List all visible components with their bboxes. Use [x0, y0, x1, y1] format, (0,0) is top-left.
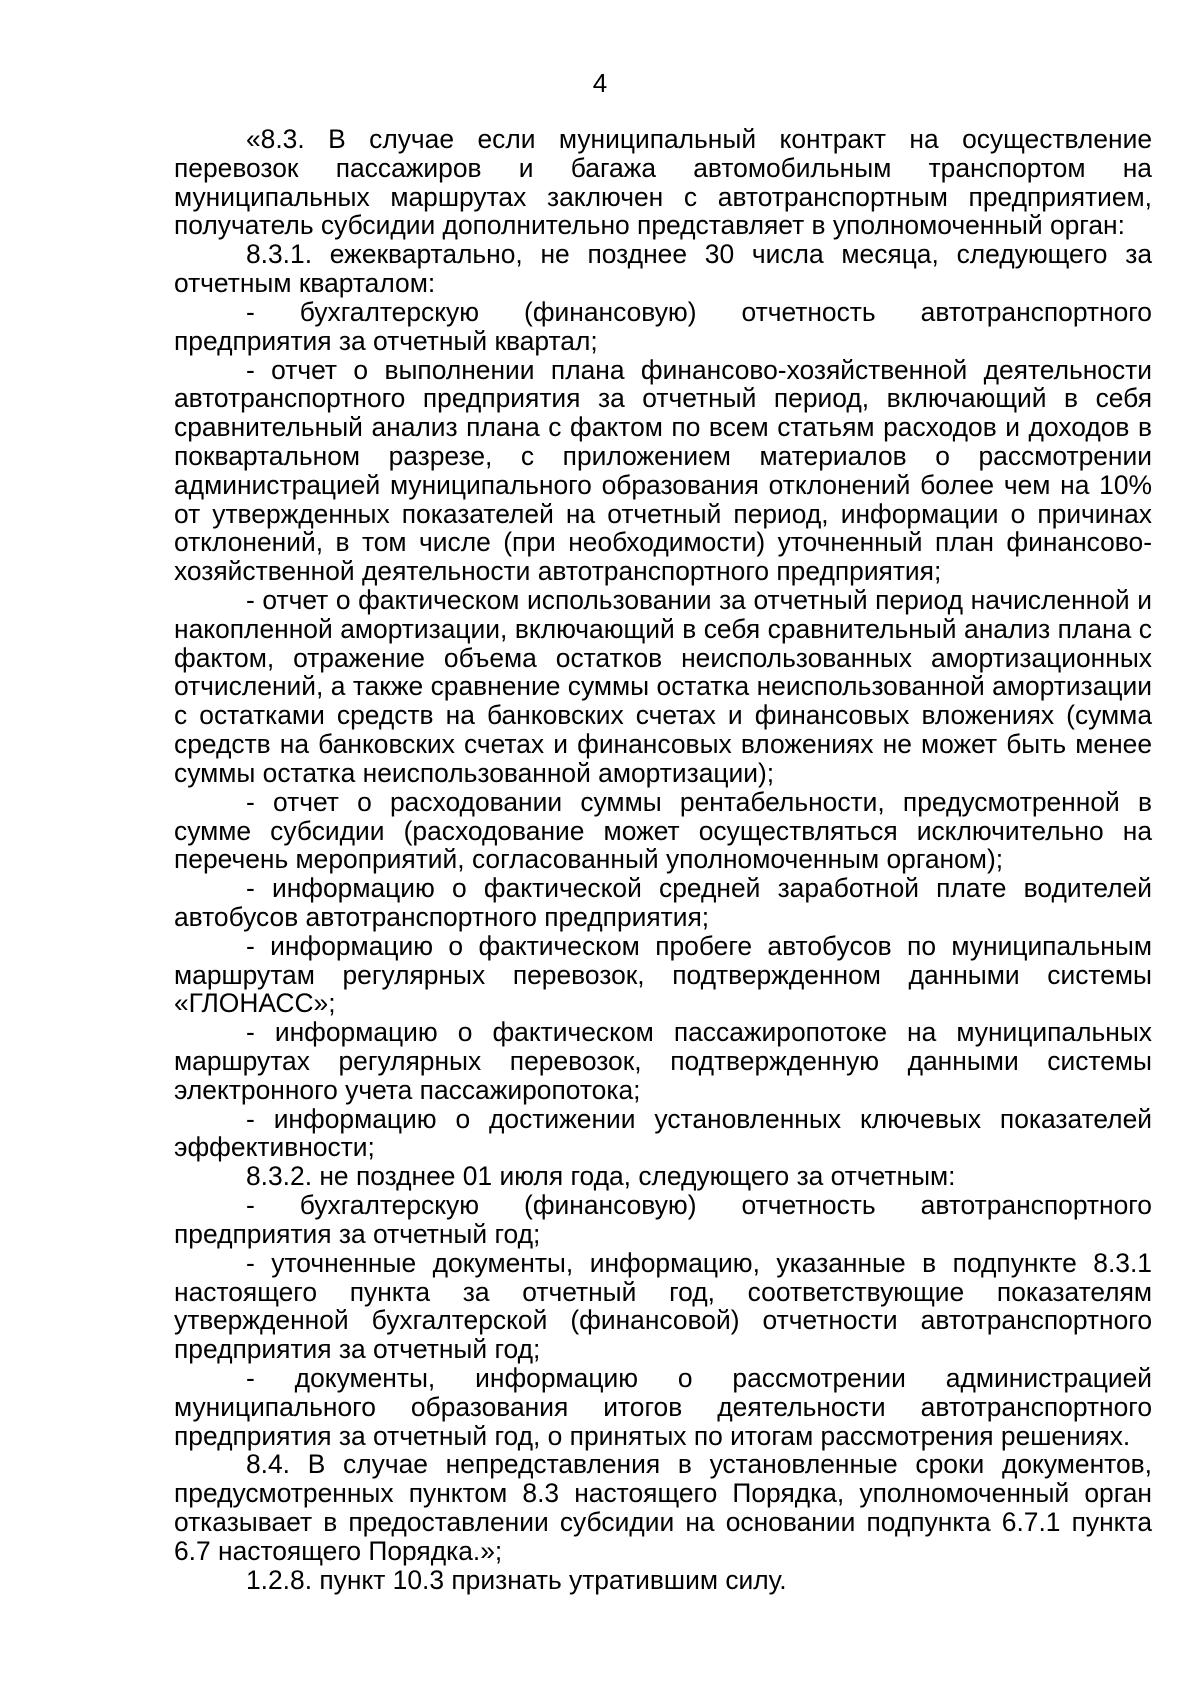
list-item-bus-mileage: - информацию о фактическом пробеге автобусов по муниципальным маршрутам регулярных перевозок, подтвержденном данными системы «ГЛОНАСС»; — [174, 930, 1152, 1019]
list-item-kpi: - информацию о достижении установленных ключевых показателей эффективности; — [174, 1103, 1152, 1163]
list-item-plan-report: - отчет о выполнении плана финансово-хозяйственной деятельности автотранспортного предприятия за отчетный период, включающий в себя сравнительный анализ плана с фактом по всем статьям расходов и доходов в поквартальном разрезе, с приложением материалов о рассмотрении администрацией муниципального образования отклонений более чем на 10% от утвержденных показателей на отчетный период, информации о причинах отклонений, в том числе (при необходимости) уточненный план финансово-хозяйственной деятельности автотранспортного предприятия; — [174, 354, 1152, 587]
list-item-amortization-report: - отчет о фактическом использовании за отчетный период начисленной и накопленной амортизации, включающий в себя сравнительный анализ плана с фактом, отражение объема остатков неиспользованных амортизационных отчислений, а также сравнение суммы остатка неиспользованной амортизации с остатками средств на банковских счетах и финансовых вложениях (сумма средств на банковских счетах и финансовых вложениях не может быть менее суммы остатка неиспользованной амортизации); — [174, 585, 1152, 788]
list-item-quarterly-accounting: - бухгалтерскую (финансовую) отчетность автотранспортного предприятия за отчетный квартал; — [174, 296, 1152, 356]
list-item-passenger-flow: - информацию о фактическом пассажиропотоке на муниципальных маршрутах регулярных перевозок, подтвержденную данными системы электронного учета пассажиропотока; — [174, 1017, 1152, 1105]
list-item-driver-salary: - информацию о фактической средней заработной плате водителей автобусов автотранспортного предприятия; — [174, 873, 1152, 932]
paragraph-8-4: 8.4. В случае непредставления в установленные сроки документов, предусмотренных пунктом 8.3 настоящего Порядка, уполномоченный орган отказывает в предоставлении субсидии на основании подпункта 6.7.1 пункта 6.7 настоящего Порядка.»; — [174, 1449, 1152, 1566]
paragraph-8-3-2: 8.3.2. не позднее 01 июля года, следующего за отчетным: — [246, 1161, 956, 1192]
paragraph-8-3-1: 8.3.1. ежеквартально, не позднее 30 числа месяца, следующего за отчетным кварталом: — [174, 239, 1152, 299]
list-item-review-documents: - документы, информацию о рассмотрении администрацией муниципального образования итогов деятельности автотранспортного предприятия за отчетный год, о принятых по итогам рассмотрения решениях. — [174, 1362, 1152, 1451]
list-item-profitability-report: - отчет о расходовании суммы рентабельности, предусмотренной в сумме субсидии (расходование может осуществляться исключительно на перечень мероприятий, согласованный уполномоченным органом); — [174, 786, 1152, 875]
list-item-updated-documents: - уточненные документы, информацию, указанные в подпункте 8.3.1 настоящего пункта за отчетный год, соответствующие показателям утвержденной бухгалтерской (финансовой) отчетности автотранспортного предприятия за отчетный год; — [174, 1247, 1152, 1365]
page-number: 4 — [592, 68, 608, 98]
document-body — [174, 125, 1152, 1594]
list-item-annual-accounting: - бухгалтерскую (финансовую) отчетность автотранспортного предприятия за отчетный год; — [174, 1190, 1152, 1249]
paragraph-8-3: «8.3. В случае если муниципальный контракт на осуществление перевозок пассажиров и багажа автомобильным транспортом на муниципальных маршрутах заключен с автотранспортным предприятием, получатель субсидии дополнительно представляет в уполномоченный орган: — [174, 124, 1152, 241]
paragraph-1-2-8: 1.2.8. пункт 10.3 признать утратившим силу. — [246, 1564, 787, 1595]
